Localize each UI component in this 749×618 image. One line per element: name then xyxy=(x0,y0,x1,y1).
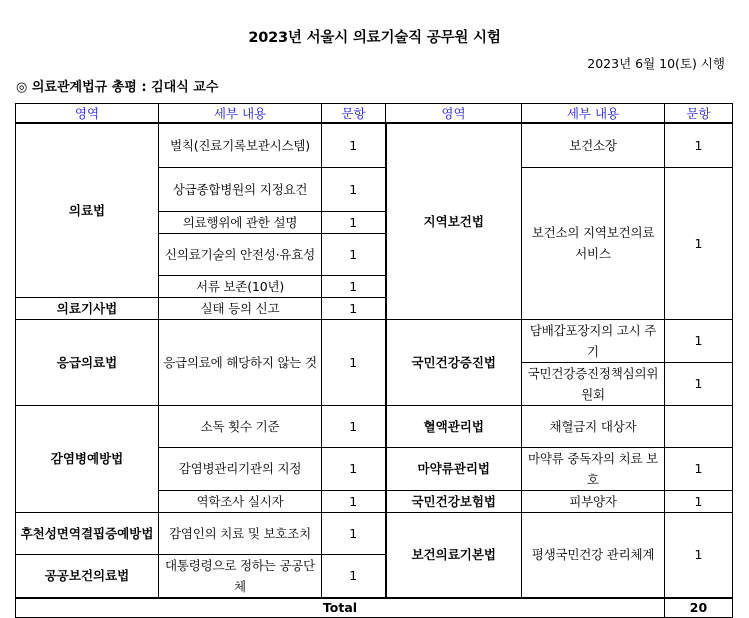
detail-cell: 소독 횟수 기준 xyxy=(159,405,322,447)
header-area: 영역 xyxy=(386,104,522,124)
area-cell: 국민건강보험법 xyxy=(386,490,522,512)
header-area: 영역 xyxy=(16,104,159,124)
detail-cell: 보건소의 지역보건의료 서비스 xyxy=(522,167,665,319)
count-cell: 1 xyxy=(322,405,386,447)
detail-cell: 마약류 중독자의 치료 보호 xyxy=(522,447,665,490)
detail-cell: 응급의료에 해당하지 않는 것 xyxy=(159,319,322,405)
detail-cell: 벌칙(진료기록보관시스템) xyxy=(159,123,322,167)
count-cell: 1 xyxy=(665,490,733,512)
exam-date: 2023년 6월 10(토) 시행 xyxy=(587,56,725,71)
total-row xyxy=(16,598,733,618)
header-detail: 세부 내용 xyxy=(159,104,322,124)
count-cell: 1 xyxy=(665,123,733,167)
detail-cell: 감염인의 치료 및 보호조치 xyxy=(159,512,322,554)
area-cell: 후천성면역결핍증예방법 xyxy=(16,512,159,554)
detail-cell: 담배갑포장지의 고시 주기 xyxy=(522,319,665,362)
detail-cell: 국민건강증진정책심의위원회 xyxy=(522,362,665,405)
area-cell: 국민건강증진법 xyxy=(386,319,522,405)
count-cell: 1 xyxy=(665,447,733,490)
detail-cell: 의료행위에 관한 설명 xyxy=(159,211,322,233)
count-cell: 1 xyxy=(322,275,386,297)
detail-cell: 감염병관리기관의 지정 xyxy=(159,447,322,490)
count-cell: 1 xyxy=(665,362,733,405)
document-title: 2023년 서울시 의료기술직 공무원 시험 xyxy=(248,30,501,46)
area-cell: 공공보건의료법 xyxy=(16,554,159,598)
detail-cell: 피부양자 xyxy=(522,490,665,512)
table-header-row xyxy=(16,104,733,124)
exam-summary-table xyxy=(15,103,733,618)
area-cell: 의료기사법 xyxy=(16,297,159,319)
table-row xyxy=(16,319,733,362)
count-cell: 1 xyxy=(665,512,733,598)
count-cell xyxy=(665,405,733,447)
area-cell: 감염병예방법 xyxy=(16,405,159,512)
detail-cell: 대통령령으로 정하는 공공단체 xyxy=(159,554,322,598)
count-cell: 1 xyxy=(665,319,733,362)
detail-cell: 보건소장 xyxy=(522,123,665,167)
table-row xyxy=(16,512,733,554)
header-detail: 세부 내용 xyxy=(522,104,665,124)
total-label: Total xyxy=(16,598,665,618)
detail-cell: 채혈금지 대상자 xyxy=(522,405,665,447)
count-cell: 1 xyxy=(322,512,386,554)
count-cell: 1 xyxy=(322,490,386,512)
header-count: 문항 xyxy=(322,104,386,124)
count-cell: 1 xyxy=(322,211,386,233)
area-cell: 마약류관리법 xyxy=(386,447,522,490)
table-row xyxy=(16,405,733,447)
count-cell: 1 xyxy=(322,123,386,167)
header-count: 문항 xyxy=(665,104,733,124)
count-cell: 1 xyxy=(322,167,386,211)
section-heading: ◎ 의료관계법규 총평 : 김대식 교수 xyxy=(16,80,219,95)
area-cell: 의료법 xyxy=(16,123,159,297)
detail-cell: 평생국민건강 관리체계 xyxy=(522,512,665,598)
count-cell: 1 xyxy=(665,167,733,319)
total-value: 20 xyxy=(665,598,733,618)
detail-cell: 서류 보존(10년) xyxy=(159,275,322,297)
detail-cell: 상급종합병원의 지정요건 xyxy=(159,167,322,211)
count-cell: 1 xyxy=(322,319,386,405)
area-cell: 혈액관리법 xyxy=(386,405,522,447)
count-cell: 1 xyxy=(322,297,386,319)
area-cell: 응급의료법 xyxy=(16,319,159,405)
detail-cell: 신의료기술의 안전성·유효성 xyxy=(159,233,322,275)
count-cell: 1 xyxy=(322,233,386,275)
count-cell: 1 xyxy=(322,554,386,598)
area-cell: 보건의료기본법 xyxy=(386,512,522,598)
count-cell: 1 xyxy=(322,447,386,490)
detail-cell: 역학조사 실시자 xyxy=(159,490,322,512)
table-row xyxy=(16,123,733,167)
area-cell: 지역보건법 xyxy=(386,123,522,319)
detail-cell: 실태 등의 신고 xyxy=(159,297,322,319)
